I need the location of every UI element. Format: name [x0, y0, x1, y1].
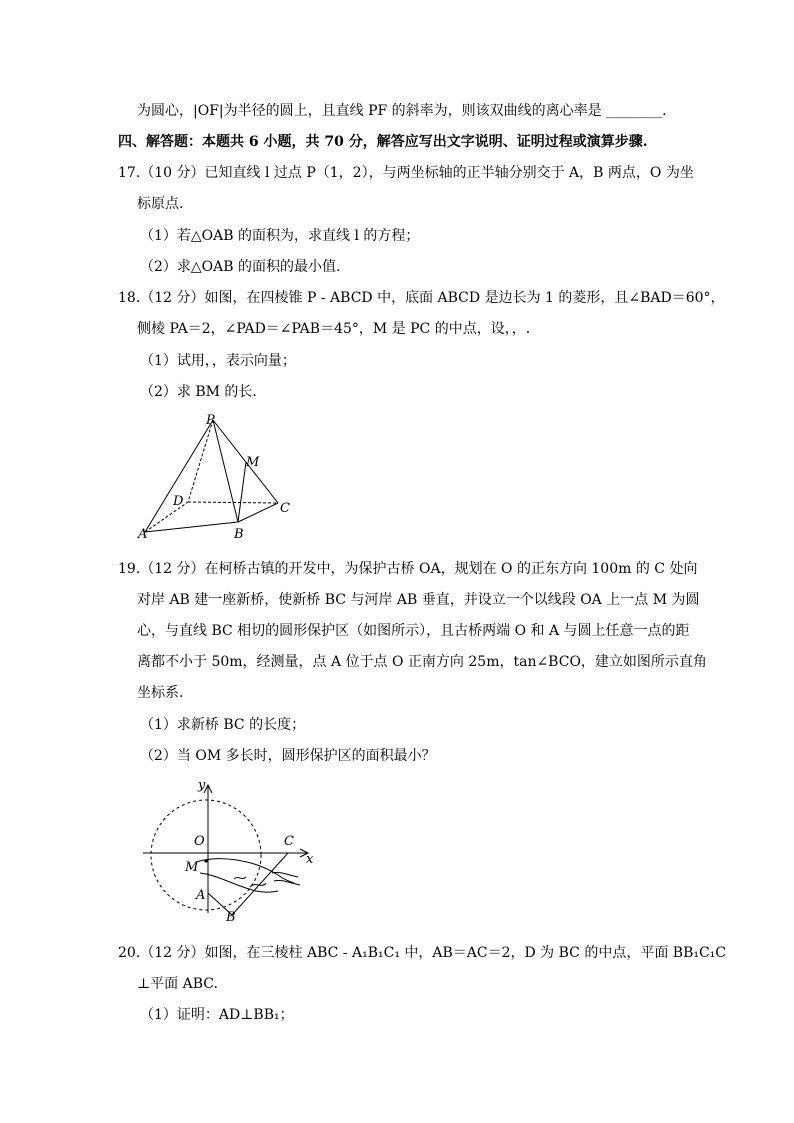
label-y: y — [198, 778, 206, 793]
text-line: （2）求 BM 的长. — [140, 384, 257, 400]
label-B: B — [226, 910, 236, 925]
river-current-1 — [234, 877, 246, 879]
text-line: 四、解答题：本题共 6 小题，共 70 分，解答应写出文字说明、证明过程或演算步骤. — [118, 134, 648, 150]
label-O: O — [194, 834, 205, 849]
text-line: 18.（12 分）如图，在四棱锥 P - ABCD 中，底面 ABCD 是边长为 1 的菱形，且∠BAD＝60°， — [118, 290, 725, 306]
text-line: 标原点. — [137, 196, 184, 212]
label-P: P — [206, 413, 215, 428]
edge-PD-hidden — [188, 420, 213, 502]
edge-BM — [238, 462, 246, 522]
protection-circle — [151, 800, 261, 910]
text-line: 坐标系. — [137, 685, 184, 701]
text-line: （1）若△OAB 的面积为，求直线 l 的方程； — [140, 228, 420, 244]
bridge-BC — [232, 853, 288, 915]
text-line: （2）求△OAB 的面积的最小值. — [140, 259, 341, 275]
text-line: 17.（10 分）已知直线 l 过点 P（1，2），与两坐标轴的正半轴分别交于 A，B 两点，O 为坐 — [118, 165, 694, 181]
text-line: （1）证明：AD⊥BB₁； — [140, 1007, 294, 1023]
label-x: x — [306, 852, 314, 867]
edge-PA — [145, 420, 213, 532]
river-bank-2 — [200, 873, 278, 892]
label-C: C — [284, 834, 294, 849]
label-B: B — [234, 527, 244, 542]
label-C: C — [280, 501, 290, 516]
text-line: 心，与直线 BC 相切的圆形保护区（如图所示），且古桥两端 O 和 A 与圆上任意一点的距 — [137, 623, 690, 639]
label-A: A — [138, 527, 148, 542]
text-line: 对岸 AB 建一座新桥，使新桥 BC 与河岸 AB 垂直，并设立一个以线段 OA 上一点 M 为圆 — [137, 592, 700, 608]
edge-BC — [238, 503, 278, 522]
text-line: （1）试用，，表示向量； — [140, 353, 296, 369]
text-line: 20.（12 分）如图，在三棱柱 ABC - A₁B₁C₁ 中，AB＝AC＝2，D 为 BC 的中点，平面 BB₁C₁C — [118, 945, 727, 961]
label-M: M — [185, 860, 199, 875]
text-line: ⊥平面 ABC. — [137, 976, 218, 992]
text-line: （2）当 OM 多长时，圆形保护区的面积最小？ — [140, 748, 436, 764]
river-current-4 — [274, 880, 300, 885]
point-M — [204, 859, 207, 862]
label-D: D — [173, 494, 184, 509]
text-line: 19.（12 分）在柯桥古镇的开发中，为保护古桥 OA，规划在 O 的正东方向 100m 的 C 处向 — [118, 561, 698, 577]
label-A: A — [196, 888, 206, 903]
text-line: 为圆心，|OF|为半径的圆上，且直线 PF 的斜率为，则该双曲线的离心率是 ________. — [137, 103, 667, 119]
bridge-figure — [138, 775, 328, 925]
text-line: 侧棱 PA＝2，∠PAD＝∠PAB＝45°，M 是 PC 的中点，设，，. — [137, 321, 531, 337]
pyramid-figure — [130, 410, 300, 545]
label-M: M — [246, 455, 260, 470]
text-line: （1）求新桥 BC 的长度； — [140, 717, 306, 733]
edge-AB — [145, 522, 238, 532]
text-line: 离都不小于 50m，经测量，点 A 位于点 O 正南方向 25m，tan∠BCO，建立如图所示直角 — [137, 654, 707, 670]
